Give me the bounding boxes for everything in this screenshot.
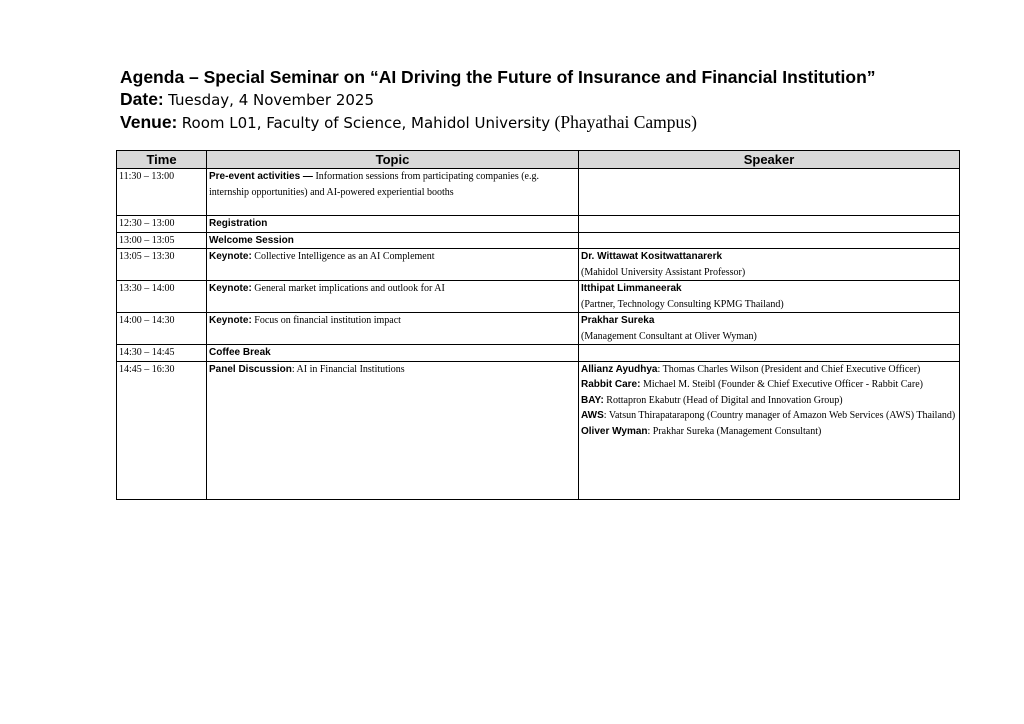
topic-cell xyxy=(207,169,579,216)
topic-bold: Welcome Session xyxy=(209,234,294,246)
panelist-org: Rabbit Care: xyxy=(581,379,641,390)
column-header-time: Time xyxy=(117,151,207,169)
date-value: Tuesday, 4 November 2025 xyxy=(168,91,374,109)
topic-cell xyxy=(207,345,579,362)
panelist-org: Oliver Wyman xyxy=(581,425,648,437)
speaker-name: Itthipat Limmaneerak xyxy=(581,283,682,294)
table-row xyxy=(117,361,960,499)
speaker-cell xyxy=(579,345,960,362)
topic-bold: Coffee Break xyxy=(209,347,271,358)
panelist-entry xyxy=(581,424,957,440)
time-cell: 13:00 – 13:05 xyxy=(117,232,207,249)
speaker-cell xyxy=(579,216,960,233)
agenda-table xyxy=(116,150,960,500)
panelist-detail: Michael M. Steibl (Founder & Chief Executive Officer - Rabbit Care) xyxy=(640,379,923,390)
table-row xyxy=(117,281,960,313)
topic-cell xyxy=(207,313,579,345)
topic-bold: Keynote: xyxy=(209,315,252,326)
speaker-note: (Mahidol University Assistant Professor) xyxy=(581,266,746,278)
panelist-detail: : Vatsun Thirapatarapong (Country manager of Amazon Web Services (AWS) Thailand) xyxy=(603,410,956,421)
topic-cell xyxy=(207,216,579,233)
time-cell: 13:05 – 13:30 xyxy=(117,249,207,281)
topic-text: : AI in Financial Institutions xyxy=(291,363,405,375)
time-cell: 14:00 – 14:30 xyxy=(117,313,207,345)
table-row xyxy=(117,313,960,345)
table-row xyxy=(117,249,960,281)
venue-label: Venue: xyxy=(120,112,178,132)
topic-cell xyxy=(207,232,579,249)
table-header-row xyxy=(117,151,960,169)
speaker-note: (Partner, Technology Consulting KPMG Thailand) xyxy=(581,298,784,310)
speaker-cell xyxy=(579,361,960,499)
topic-cell xyxy=(207,249,579,281)
topic-bold: Registration xyxy=(209,218,268,229)
topic-text: Focus on financial institution impact xyxy=(251,315,401,326)
topic-cell xyxy=(207,361,579,499)
panelist-org: BAY: xyxy=(581,394,604,406)
venue-line xyxy=(120,111,980,134)
time-cell: 13:30 – 14:00 xyxy=(117,281,207,313)
venue-campus: (Phayathai Campus) xyxy=(554,112,697,132)
panelist-detail: : Prakhar Sureka (Management Consultant) xyxy=(647,425,822,437)
speaker-name: Prakhar Sureka xyxy=(581,315,655,326)
topic-cell xyxy=(207,281,579,313)
topic-bold: Keynote: xyxy=(209,251,252,262)
panelist-detail: : Thomas Charles Wilson (President and Chief Executive Officer) xyxy=(657,363,921,375)
topic-text: Information sessions from participating companies (e.g. internship opportunities) and AI-powered experiential booths xyxy=(209,171,539,198)
date-line xyxy=(120,88,980,111)
table-row xyxy=(117,232,960,249)
column-header-speaker: Speaker xyxy=(579,151,960,169)
agenda-header xyxy=(120,66,980,134)
time-cell: 12:30 – 13:00 xyxy=(117,216,207,233)
topic-text: Collective Intelligence as an AI Complement xyxy=(251,251,435,262)
column-header-topic: Topic xyxy=(207,151,579,169)
time-cell: 11:30 – 13:00 xyxy=(117,169,207,216)
speaker-cell xyxy=(579,169,960,216)
topic-bold: Panel Discussion xyxy=(209,363,292,375)
panelist-detail: Rottapron Ekabutr (Head of Digital and Innovation Group) xyxy=(603,394,843,406)
time-cell: 14:30 – 14:45 xyxy=(117,345,207,362)
speaker-cell xyxy=(579,313,960,345)
page-title: Agenda – Special Seminar on “AI Driving the Future of Insurance and Financial Institution” xyxy=(120,67,876,87)
table-row xyxy=(117,169,960,216)
speaker-cell xyxy=(579,232,960,249)
venue-value: Room L01, Faculty of Science, Mahidol University xyxy=(181,114,551,132)
speaker-note: (Management Consultant at Oliver Wyman) xyxy=(581,330,757,342)
table-row xyxy=(117,345,960,362)
speaker-name: Dr. Wittawat Kositwattanarerk xyxy=(581,251,723,262)
panelist-org: AWS xyxy=(581,410,604,421)
panelist-entry xyxy=(581,393,957,409)
topic-bold: Pre-event activities — xyxy=(209,171,313,182)
topic-bold: Keynote: xyxy=(209,283,252,294)
date-label: Date: xyxy=(120,89,164,109)
speaker-cell xyxy=(579,249,960,281)
panelist-entry xyxy=(581,408,957,424)
topic-text: General market implications and outlook for AI xyxy=(251,283,445,294)
speaker-cell xyxy=(579,281,960,313)
time-cell: 14:45 – 16:30 xyxy=(117,361,207,499)
table-row xyxy=(117,216,960,233)
panelist-entry xyxy=(581,377,957,393)
panelist-entry xyxy=(581,362,957,378)
panelist-org: Allianz Ayudhya xyxy=(581,363,658,375)
